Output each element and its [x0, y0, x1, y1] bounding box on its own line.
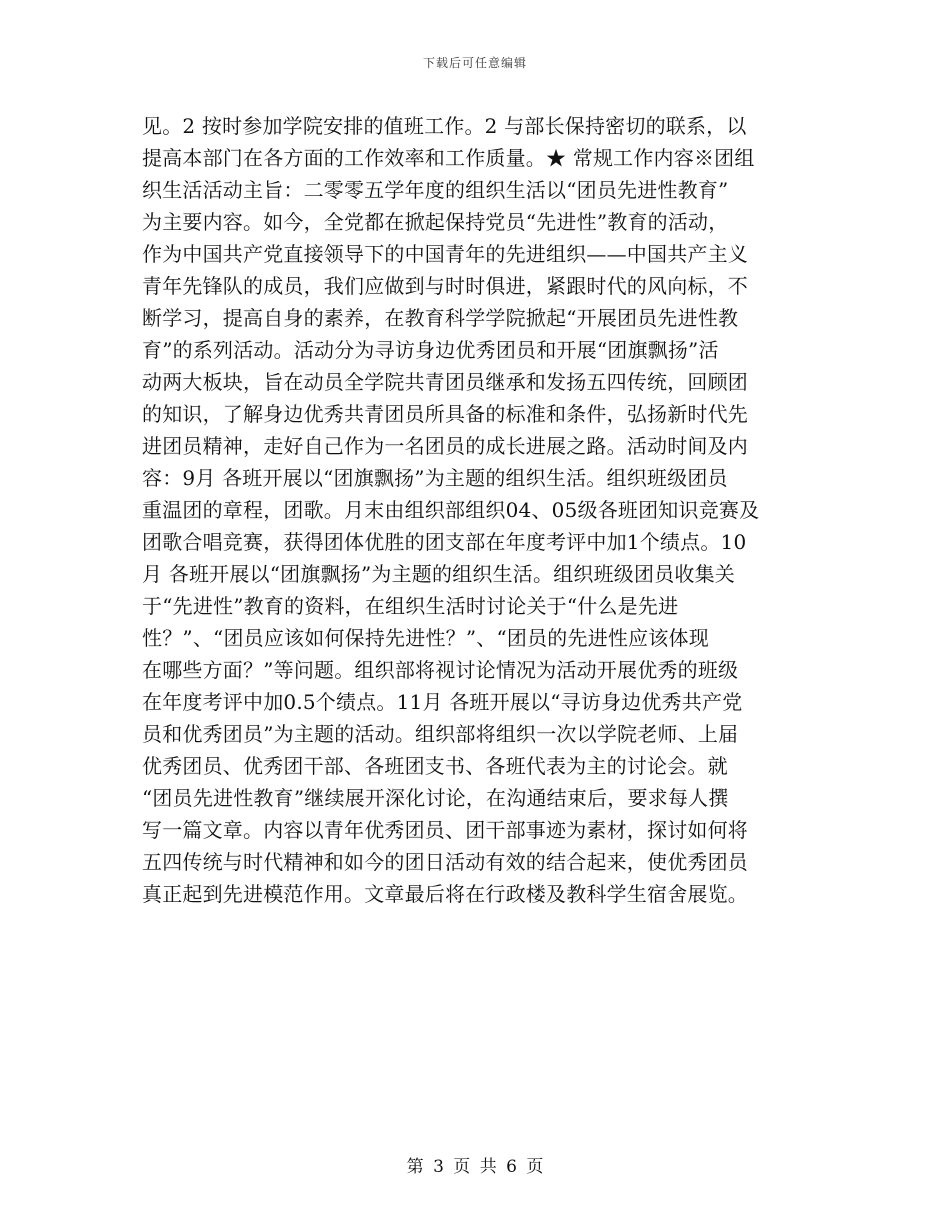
body-line: 断学习，提高自身的素养，在教育科学学院掀起“开展团员先进性教	[142, 306, 739, 330]
body-line: 重温团的章程，团歌。月末由组织部组织04、05级各班团知识竞赛及	[142, 498, 760, 522]
page-header-note: 下载后可任意编辑	[422, 56, 527, 70]
body-line: “团员先进性教育”继续展开深化讨论，在沟通结束后，要求每人撰	[142, 786, 729, 810]
body-line: 性？”、“团员应该如何保持先进性？”、“团员的先进性应该体现	[142, 626, 709, 650]
body-line: 于“先进性”教育的资料，在组织生活时讨论关于“什么是先进	[142, 594, 679, 618]
body-line: 容：9月 各班开展以“团旗飘扬”为主题的组织生活。组织班级团员	[142, 466, 728, 490]
body-line: 动两大板块，旨在动员全学院共青团员继承和发扬五四传统，回顾团	[142, 370, 748, 394]
body-line: 真正起到先进模范作用。文章最后将在行政楼及教科学生宿舍展览。	[142, 882, 748, 906]
body-line: 织生活活动主旨：二零零五学年度的组织生活以“团员先进性教育”	[142, 178, 729, 202]
body-line: 的知识，了解身边优秀共青团员所具备的标准和条件，弘扬新时代先	[142, 402, 748, 426]
document-body	[142, 110, 810, 910]
page-number-footer: 第 3 页 共 6 页	[406, 1157, 544, 1177]
body-line: 在哪些方面？”等问题。组织部将视讨论情况为活动开展优秀的班级	[142, 658, 739, 682]
body-line: 优秀团员、优秀团干部、各班团支书、各班代表为主的讨论会。就	[142, 754, 728, 778]
body-line: 育”的系列活动。活动分为寻访身边优秀团员和开展“团旗飘扬”活	[142, 338, 719, 362]
body-line: 团歌合唱竞赛，获得团体优胜的团支部在年度考评中加1个绩点。10	[142, 530, 747, 554]
body-line: 在年度考评中加0.5个绩点。11月 各班开展以“寻访身边优秀共产党	[142, 690, 743, 714]
body-line: 月 各班开展以“团旗飘扬”为主题的组织生活。组织班级团员收集关	[142, 562, 736, 586]
body-line: 写一篇文章。内容以青年优秀团员、团干部事迹为素材，探讨如何将	[142, 818, 748, 842]
body-line: 员和优秀团员”为主题的活动。组织部将组织一次以学院老师、上届	[142, 722, 739, 746]
body-line: 进团员精神，走好自己作为一名团员的成长进展之路。活动时间及内	[142, 434, 748, 458]
body-line: 提高本部门在各方面的工作效率和工作质量。★ 常规工作内容※团组	[142, 146, 755, 170]
body-line: 为主要内容。如今，全党都在掀起保持党员“先进性”教育的活动，	[142, 210, 729, 234]
body-line: 青年先锋队的成员，我们应做到与时时俱进，紧跟时代的风向标，不	[142, 274, 748, 298]
body-line: 五四传统与时代精神和如今的团日活动有效的结合起来，使优秀团员	[142, 850, 748, 874]
body-line: 见。2 按时参加学院安排的值班工作。2 与部长保持密切的联系，以	[142, 114, 747, 138]
body-line: 作为中国共产党直接领导下的中国青年的先进组织——中国共产主义	[142, 242, 748, 266]
